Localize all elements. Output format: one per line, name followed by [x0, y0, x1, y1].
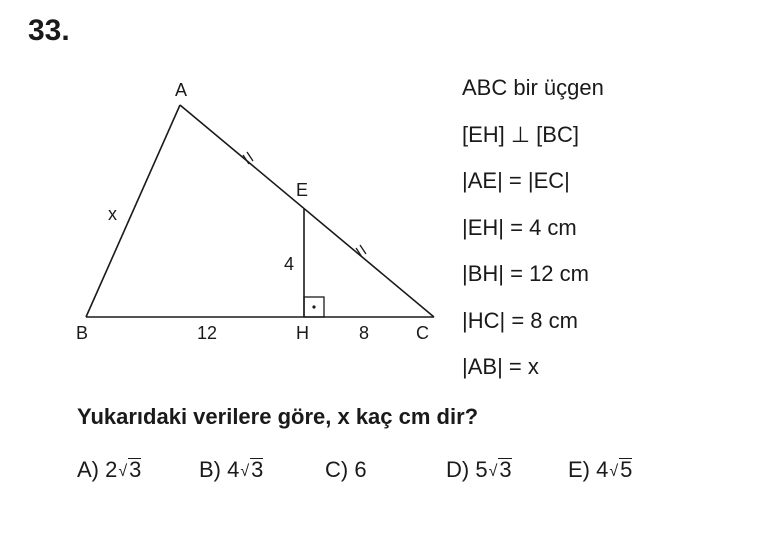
option-c[interactable]: [325, 457, 367, 483]
tick-mark-ae: [243, 152, 253, 164]
option-letter: C): [325, 457, 349, 482]
label-h: H: [296, 323, 309, 343]
option-value: 6: [354, 457, 367, 482]
given-item: |AE| = |EC|: [462, 168, 570, 193]
given-item: |HC| = 8 cm: [462, 307, 578, 333]
label-bh-length: 12: [197, 323, 218, 343]
question-number: 33.: [28, 14, 70, 47]
label-a: A: [175, 80, 188, 100]
option-b[interactable]: [199, 457, 263, 483]
given-list: [462, 73, 604, 399]
option-a[interactable]: [77, 457, 141, 483]
option-letter: D): [446, 457, 470, 482]
side-ac: [180, 105, 434, 317]
sqrt-symbol: √: [240, 463, 250, 480]
question-text: Yukarıdaki verilere göre, x kaç cm dir?: [77, 404, 479, 429]
option-letter: B): [199, 457, 221, 482]
option-coefficient: 5: [475, 457, 488, 482]
given-item: |AB| = x: [462, 354, 539, 379]
option-radicand: 3: [251, 457, 264, 482]
side-ab: [86, 105, 180, 317]
label-e: E: [296, 180, 309, 200]
sqrt-symbol: √: [609, 463, 619, 480]
label-eh-length: 4: [284, 254, 295, 274]
sqrt-symbol: √: [118, 463, 128, 480]
option-radicand: 5: [620, 457, 633, 482]
option-radicand: 3: [129, 457, 142, 482]
option-letter: A): [77, 457, 99, 482]
sqrt-symbol: √: [488, 463, 498, 480]
option-coefficient: 4: [227, 457, 240, 482]
option-letter: E): [568, 457, 590, 482]
right-angle-dot: [312, 305, 315, 308]
given-item: |EH| = 4 cm: [462, 214, 577, 240]
option-d[interactable]: [446, 457, 512, 483]
label-x: x: [108, 204, 117, 224]
label-b: B: [76, 323, 89, 343]
option-coefficient: 2: [105, 457, 118, 482]
option-radicand: 3: [499, 457, 512, 482]
option-coefficient: 4: [596, 457, 609, 482]
given-item: [EH] ⊥ [BC]: [462, 121, 579, 147]
option-e[interactable]: [568, 457, 632, 483]
label-c: C: [416, 323, 429, 343]
given-item: ABC bir üçgen: [462, 75, 604, 100]
triangle-figure: [0, 0, 460, 360]
given-item: |BH| = 12 cm: [462, 261, 589, 286]
label-hc-length: 8: [359, 323, 370, 343]
tick-mark-ec: [356, 245, 366, 257]
